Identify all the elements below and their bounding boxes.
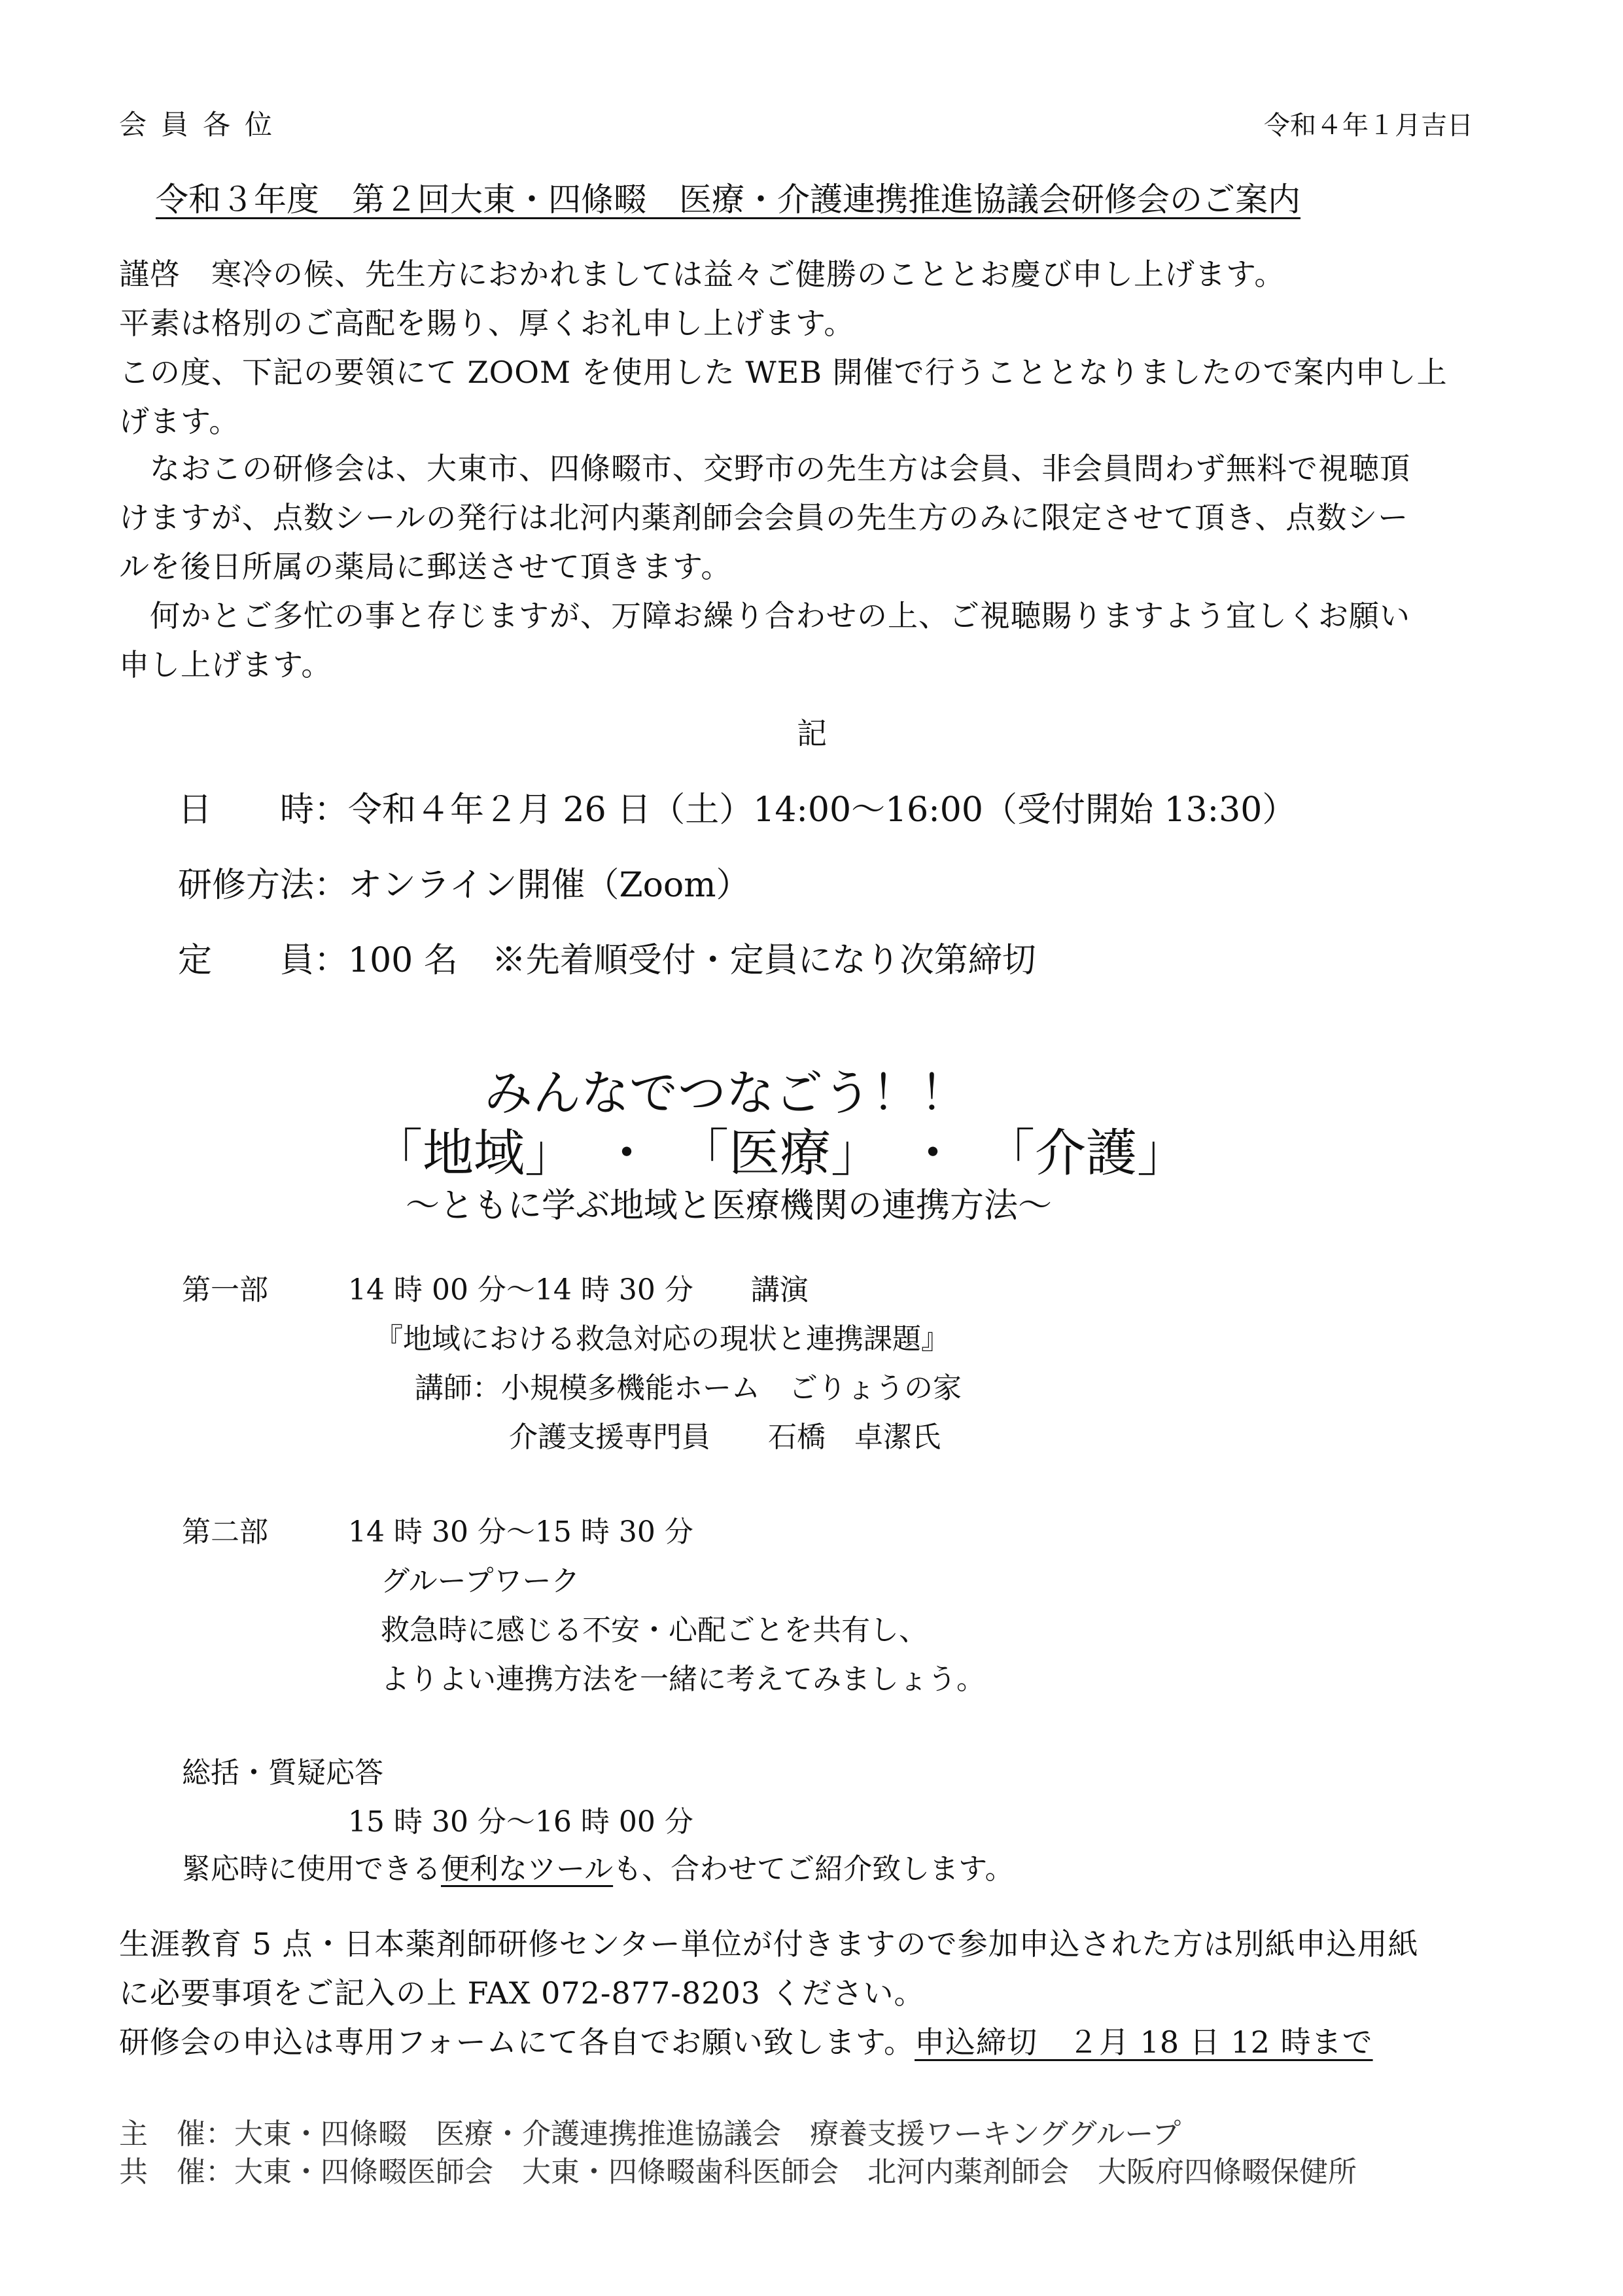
part2-description: よりよい連携方法を一緒に考えてみましょう。: [381, 1663, 985, 1696]
tool-link[interactable]: 便利なツール: [441, 1852, 614, 1886]
cohost-names: 大東・四條畷医師会 大東・四條畷歯科医師会 北河内薬剤師会 大阪府四條畷保健所: [234, 2155, 1357, 2189]
issue-date: 令和４年１月吉日: [1264, 111, 1473, 141]
notice-line: [119, 2019, 1373, 2062]
intro-line: 何かとご多忙の事と存じますが、万障お繰り合わせの上、ご視聴賜りますよう宜しくお願い: [119, 598, 1410, 633]
part1-topic: 『地域における救急対応の現状と連携課題』: [374, 1322, 950, 1356]
intro-line: この度、下記の要領にて ZOOM を使用した WEB 開催で行うこととなりましたので案内申し上: [119, 355, 1448, 390]
ki-marker: 記: [797, 716, 828, 751]
headline-subtitle: ～ともに学ぶ地域と医療機関の連携方法～: [406, 1186, 1053, 1226]
headline-main: みんなでつなごう！！: [484, 1065, 968, 1122]
intro-line: けますが、点数シールの発行は北河内薬剤師会会員の先生方のみに限定させて頂き、点数シー: [119, 500, 1409, 535]
part1-label: 第一部: [182, 1273, 268, 1307]
cohost-row: [119, 2148, 1357, 2190]
tool-note-suffix: も、合わせてご紹介致します。: [613, 1852, 1014, 1886]
part1-speaker: 講師：小規模多機能ホーム ごりょうの家: [415, 1371, 962, 1405]
method-value: オンライン開催（Zoom）: [348, 866, 750, 905]
qa-time: 15 時 30 分～16 時 00 分: [348, 1805, 693, 1839]
intro-line: なおこの研修会は、大東市、四條畷市、交野市の先生方は会員、非会員問わず無料で視聴頂: [119, 451, 1410, 486]
capacity-row: [178, 932, 1036, 981]
page-title: 令和３年度 第２回大東・四條畷 医療・介護連携推進協議会研修会のご案内: [156, 181, 1300, 219]
tool-note: [182, 1845, 1014, 1887]
host-name: 大東・四條畷 医療・介護連携推進協議会 療養支援ワーキンググループ: [234, 2117, 1181, 2151]
headline-keywords: 「地域」 ・ 「医療」 ・ 「介護」: [372, 1124, 1189, 1183]
method-label: 研修方法：: [178, 866, 349, 905]
cohost-label: 共 催：: [119, 2155, 234, 2189]
intro-line: 申し上げます。: [119, 647, 332, 682]
part2-label: 第二部: [182, 1515, 268, 1549]
deadline: 申込締切 ２月 18 日 12 時まで: [915, 2024, 1373, 2060]
tool-note-prefix: 緊応時に使用できる: [182, 1852, 441, 1886]
part2-description: 救急時に感じる不安・心配ごとを共有し、: [381, 1614, 928, 1647]
host-row: [119, 2110, 1181, 2152]
notice-line: 生涯教育 5 点・日本薬剤師研修センター単位が付きますので参加申込された方は別紙申込用紙: [119, 1926, 1419, 1962]
recipients: 会員各位: [119, 109, 287, 141]
intro-line: 平素は格別のご高配を賜り、厚くお礼申し上げます。: [119, 306, 855, 341]
host-label: 主 催：: [119, 2117, 234, 2151]
datetime-value: 令和４年２月 26 日（土）14:00～16:00（受付開始 13:30）: [348, 790, 1297, 830]
capacity-label: 定 員：: [178, 941, 349, 980]
datetime-row: [178, 782, 1296, 831]
capacity-value: 100 名 ※先着順受付・定員になり次第締切: [348, 941, 1036, 980]
notice-line: に必要事項をご記入の上 FAX 072-877-8203 ください。: [119, 1975, 925, 2011]
intro-line: 謹啓 寒冷の候、先生方におかれましては益々ご健勝のこととお慶び申し上げます。: [119, 256, 1285, 292]
notice-application: 研修会の申込は専用フォームにて各自でお願い致します。: [119, 2024, 915, 2060]
part1-speaker-title: 介護支援専門員 石橋 卓潔氏: [509, 1421, 941, 1454]
part2-activity: グループワーク: [381, 1564, 580, 1598]
method-row: [178, 857, 750, 906]
intro-line: げます。: [119, 404, 240, 439]
part2-time: 14 時 30 分～15 時 30 分: [348, 1515, 693, 1549]
datetime-label: 日 時：: [178, 790, 349, 830]
qa-label: 総括・質疑応答: [182, 1756, 383, 1790]
intro-line: ルを後日所属の薬局に郵送させて頂きます。: [119, 549, 732, 584]
part1-time: 14 時 00 分～14 時 30 分 講演: [348, 1273, 809, 1307]
